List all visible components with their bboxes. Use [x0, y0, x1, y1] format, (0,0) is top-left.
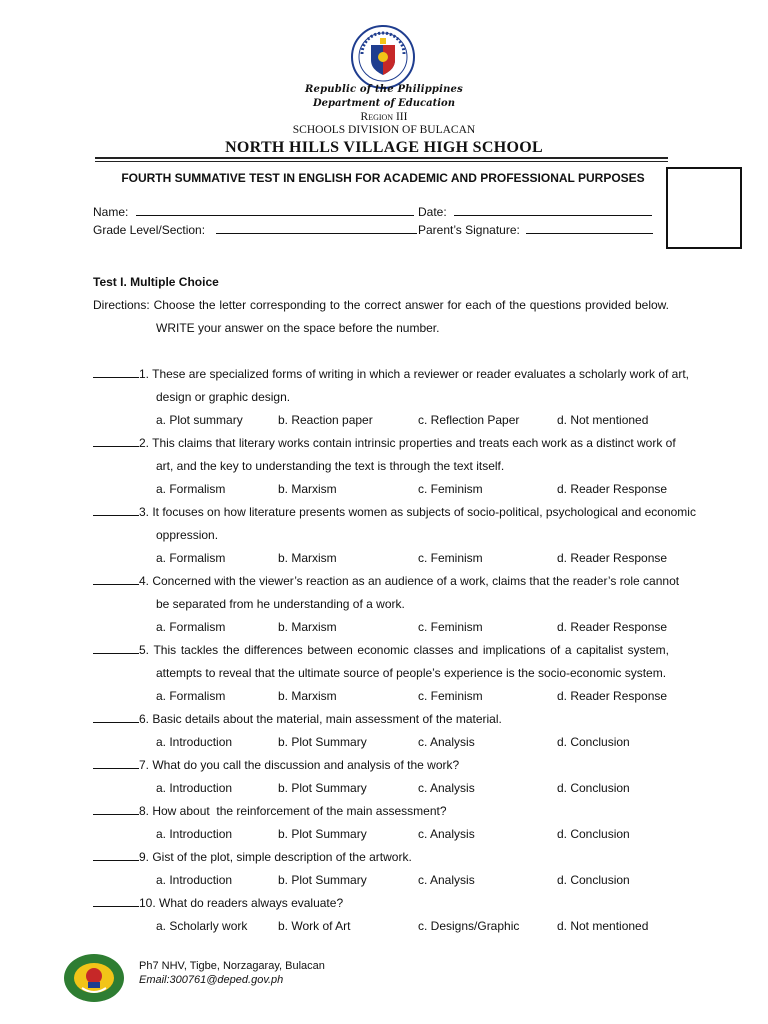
option-d: d. Not mentioned	[557, 919, 649, 933]
question-text: 7. What do you call the discussion and analysis of the work?	[139, 758, 460, 772]
answer-blank[interactable]	[93, 367, 139, 378]
question-10	[93, 896, 343, 910]
date-field[interactable]	[418, 204, 652, 219]
option-c: c. Feminism	[418, 620, 483, 634]
question-4	[93, 574, 679, 588]
option-b: b. Reaction paper	[278, 413, 373, 427]
answer-blank[interactable]	[93, 574, 139, 585]
question-6	[93, 712, 502, 726]
option-d: d. Conclusion	[557, 827, 630, 841]
test-title: FOURTH SUMMATIVE TEST IN ENGLISH FOR ACADEMIC AND PROFESSIONAL PURPOSES	[121, 171, 645, 185]
score-box[interactable]	[666, 167, 742, 249]
school-logo	[62, 952, 126, 1004]
option-b: b. Marxism	[278, 482, 337, 496]
option-d: d. Reader Response	[557, 482, 668, 496]
directions-line-1: Directions: Choose the letter corresponding to the correct answer for each of the questions provided below.	[93, 298, 669, 312]
option-c: c. Feminism	[418, 689, 483, 703]
name-blank[interactable]	[136, 204, 414, 216]
option-a: a. Formalism	[156, 551, 226, 565]
republic-heading: Republic of the Philippines	[305, 84, 463, 95]
option-a: a. Plot summary	[156, 413, 243, 427]
division-heading: SCHOOLS DIVISION OF BULACAN	[292, 124, 476, 136]
option-d: d. Reader Response	[557, 689, 668, 703]
option-a: a. Introduction	[156, 873, 233, 887]
answer-blank[interactable]	[93, 643, 139, 654]
footer-address: Ph7 NHV, Tigbe, Norzagaray, Bulacan	[139, 960, 325, 972]
name-label: Name:	[93, 205, 129, 219]
option-c: c. Feminism	[418, 482, 483, 496]
option-c: c. Designs/Graphic	[418, 919, 520, 933]
name-field[interactable]	[93, 204, 414, 219]
option-b: b. Work of Art	[278, 919, 351, 933]
option-d: d. Reader Response	[557, 551, 668, 565]
question-text: 6. Basic details about the material, main assessment of the material.	[139, 712, 502, 726]
parent-signature-field[interactable]	[418, 222, 653, 237]
option-d: d. Conclusion	[557, 735, 630, 749]
grade-section-label: Grade Level/Section:	[93, 223, 206, 237]
option-b: b. Plot Summary	[278, 873, 367, 887]
option-d: d. Not mentioned	[557, 413, 649, 427]
option-c: c. Analysis	[418, 873, 475, 887]
footer-email[interactable]: Email:300761@deped.gov.ph	[139, 974, 284, 986]
option-b: b. Plot Summary	[278, 827, 367, 841]
question-text-cont: design or graphic design.	[156, 390, 291, 404]
answer-blank[interactable]	[93, 505, 139, 516]
option-b: b. Plot Summary	[278, 735, 367, 749]
parent-signature-label: Parent’s Signature:	[418, 223, 520, 237]
question-text: 3. It focuses on how literature presents women as subjects of socio-political, psychological and economic	[139, 505, 696, 519]
option-b: b. Marxism	[278, 551, 337, 565]
option-a: a. Formalism	[156, 482, 226, 496]
question-text-cont: attempts to reveal that the ultimate source of people’s experience is the socio-economic system.	[156, 666, 667, 680]
option-d: d. Conclusion	[557, 781, 630, 795]
option-a: a. Scholarly work	[156, 919, 248, 933]
grade-section-blank[interactable]	[216, 222, 417, 234]
department-heading: Department of Education	[313, 98, 455, 109]
section-heading: Test I. Multiple Choice	[93, 275, 219, 289]
option-a: a. Introduction	[156, 827, 233, 841]
region-heading: Region III	[360, 111, 408, 123]
answer-blank[interactable]	[93, 436, 139, 447]
question-text: 10. What do readers always evaluate?	[139, 896, 344, 910]
option-c: c. Feminism	[418, 551, 483, 565]
question-7	[93, 758, 459, 772]
question-2	[93, 436, 676, 450]
question-9	[93, 850, 412, 864]
question-text-cont: be separated from he understanding of a work.	[156, 597, 405, 611]
date-label: Date:	[418, 205, 447, 219]
option-b: b. Plot Summary	[278, 781, 367, 795]
option-c: c. Analysis	[418, 735, 475, 749]
directions-line-2: WRITE your answer on the space before the number.	[156, 321, 440, 335]
option-b: b. Marxism	[278, 689, 337, 703]
parent-signature-blank[interactable]	[526, 222, 653, 234]
answer-blank[interactable]	[93, 804, 139, 815]
question-text: 8. How about the reinforcement of the main assessment?	[139, 804, 447, 818]
question-text-cont: art, and the key to understanding the text is through the text itself.	[156, 459, 505, 473]
option-b: b. Marxism	[278, 620, 337, 634]
date-blank[interactable]	[454, 204, 652, 216]
question-5	[93, 643, 669, 657]
question-text: 9. Gist of the plot, simple description of the artwork.	[139, 850, 412, 864]
option-c: c. Analysis	[418, 827, 475, 841]
question-1	[93, 367, 689, 381]
option-d: d. Conclusion	[557, 873, 630, 887]
deped-seal-logo	[350, 24, 416, 90]
option-a: a. Formalism	[156, 620, 226, 634]
option-a: a. Introduction	[156, 735, 233, 749]
option-c: c. Reflection Paper	[418, 413, 520, 427]
option-a: a. Formalism	[156, 689, 226, 703]
question-text: 4. Concerned with the viewer’s reaction as an audience of a work, claims that the reader’s role cannot	[139, 574, 680, 588]
grade-section-field[interactable]	[93, 222, 417, 237]
header-rule-thin	[95, 161, 668, 162]
option-a: a. Introduction	[156, 781, 233, 795]
question-3	[93, 505, 696, 519]
question-text: 5. This tackles the differences between economic classes and implications of a capitalist system,	[139, 643, 669, 657]
option-c: c. Analysis	[418, 781, 475, 795]
question-text-cont: oppression.	[156, 528, 219, 542]
answer-blank[interactable]	[93, 758, 139, 769]
option-d: d. Reader Response	[557, 620, 668, 634]
question-8	[93, 804, 447, 818]
question-text: 2. This claims that literary works contain intrinsic properties and treats each work as a distinct work of	[139, 436, 676, 450]
header-rule-thick	[95, 157, 668, 159]
answer-blank[interactable]	[93, 896, 139, 907]
question-text: 1. These are specialized forms of writing in which a reviewer or reader evaluates a scholarly work of art,	[139, 367, 690, 381]
answer-blank[interactable]	[93, 850, 139, 861]
school-name: NORTH HILLS VILLAGE HIGH SCHOOL	[225, 139, 543, 156]
answer-blank[interactable]	[93, 712, 139, 723]
